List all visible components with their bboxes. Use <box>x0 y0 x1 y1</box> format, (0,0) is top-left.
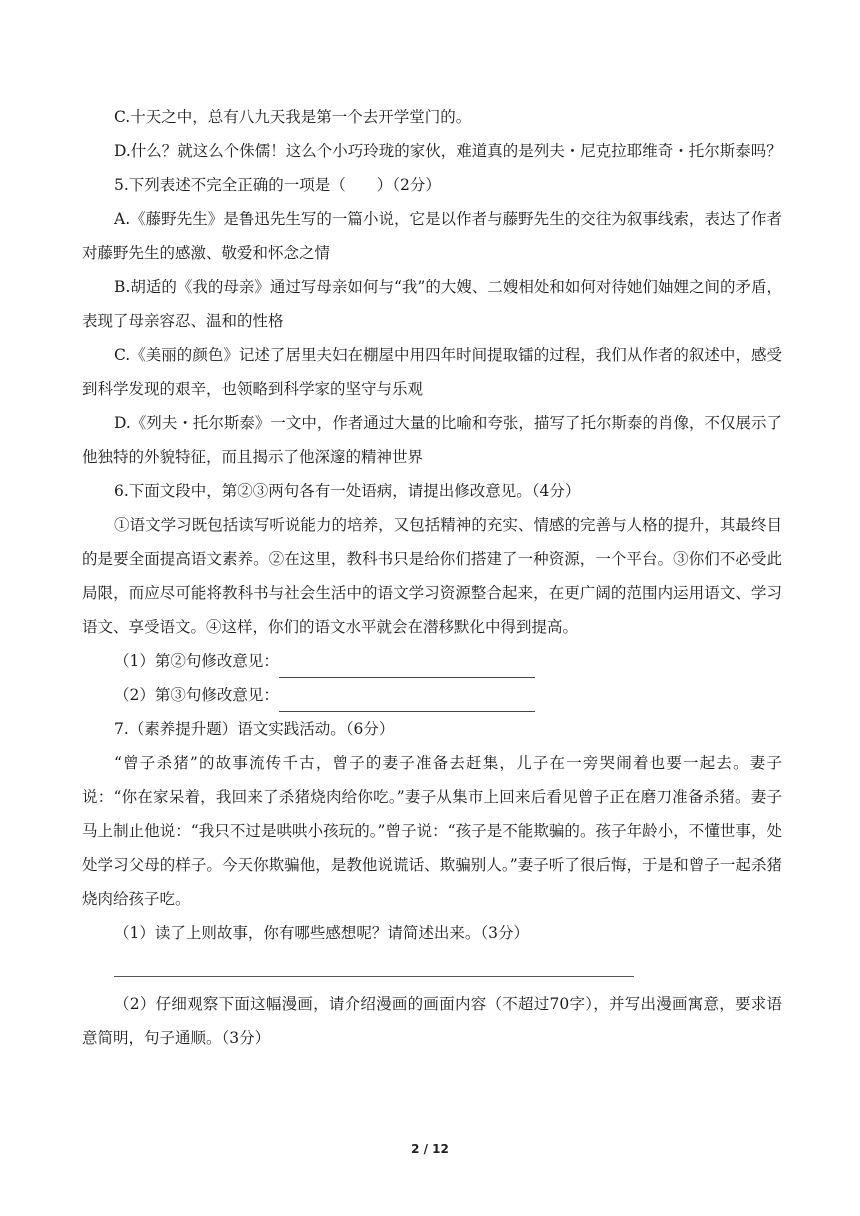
question-5-option-c: C.《美丽的颜色》记述了居里夫妇在棚屋中用四年时间提取镭的过程，我们从作者的叙述中，感受到科学发现的艰辛，也领略到科学家的坚守与乐观 <box>82 346 782 398</box>
question-7-sub-2: （2）仔细观察下面这幅漫画，请介绍漫画的画面内容（不超过70字），并写出漫画寓意，要求语意简明，句子通顺。（3分） <box>82 995 782 1047</box>
option-d-line: D.什么？就这么个侏儒！这么个小巧玲珑的家伙，难道真的是列夫・尼克拉耶维奇・托尔斯泰吗？ <box>114 142 782 160</box>
option-c-line: C.十天之中，总有八九天我是第一个去开学堂门的。 <box>114 108 472 126</box>
document-body <box>82 100 782 1055</box>
question-6-sub-1 <box>82 644 782 678</box>
page-number: 2 / 12 <box>411 1142 449 1156</box>
question-5-option-a: A.《藤野先生》是鲁迅先生写的一篇小说，它是以作者与藤野先生的交往为叙事线索，表达了作者对藤野先生的感激、敬爱和怀念之情 <box>82 210 782 262</box>
answer-line[interactable] <box>114 976 634 977</box>
question-5-option-b: B.胡适的《我的母亲》通过写母亲如何与“我”的大嫂、二嫂相处和如何对待她们妯娌之间的矛盾，表现了母亲容忍、温和的性格 <box>82 278 782 330</box>
question-6-passage: ①语文学习既包括读写听说能力的培养，又包括精神的充实、情感的完善与人格的提升，其最终目的是要全面提高语文素养。②在这里，教科书只是给你们搭建了一种资源，一个平台。③你们不必受此局限，而应尽可能将教科书与社会生活中的语文学习资源整合起来，在更广阔的范围内运用语文、学习语文、享受语文。④这样，你们的语文水平就会在潜移默化中得到提高。 <box>82 516 782 636</box>
answer-blank-2[interactable] <box>279 691 535 712</box>
question-7: 7.（素养提升题）语文实践活动。（6分） <box>114 720 395 738</box>
question-6-sub-1-label: （1）第②句修改意见： <box>114 652 279 670</box>
question-6-sub-2 <box>82 678 782 712</box>
question-7-sub-1: （1）读了上则故事，你有哪些感想呢？请简述出来。（3分） <box>114 924 529 942</box>
question-6: 6.下面文段中，第②③两句各有一处语病，请提出修改意见。（4分） <box>114 482 581 500</box>
question-6-sub-2-label: （2）第③句修改意见： <box>114 686 279 704</box>
question-5-option-d: D.《列夫・托尔斯泰》一文中，作者通过大量的比喻和夸张，描写了托尔斯泰的肖像，不仅展示了他独特的外貌特征，而且揭示了他深邃的精神世界 <box>82 414 782 466</box>
question-7-story: “曾子杀猪”的故事流传千古，曾子的妻子准备去赶集，儿子在一旁哭闹着也要一起去。妻子说：“你在家呆着，我回来了杀猪烧肉给你吃。”妻子从集市上回来后看见曾子正在磨刀准备杀猪。妻子马上制止他说：“我只不过是哄哄小孩玩的。”曾子说：“孩子是不能欺骗的。孩子年龄小，不懂世事，处处学习父母的样子。今天你欺骗他，是教他说谎话、欺骗别人。”妻子听了很后悔，于是和曾子一起杀猪烧肉给孩子吃。 <box>82 754 782 908</box>
question-5: 5.下列表述不完全正确的一项是（ ）（2分） <box>114 176 441 194</box>
answer-blank-1[interactable] <box>279 657 535 678</box>
